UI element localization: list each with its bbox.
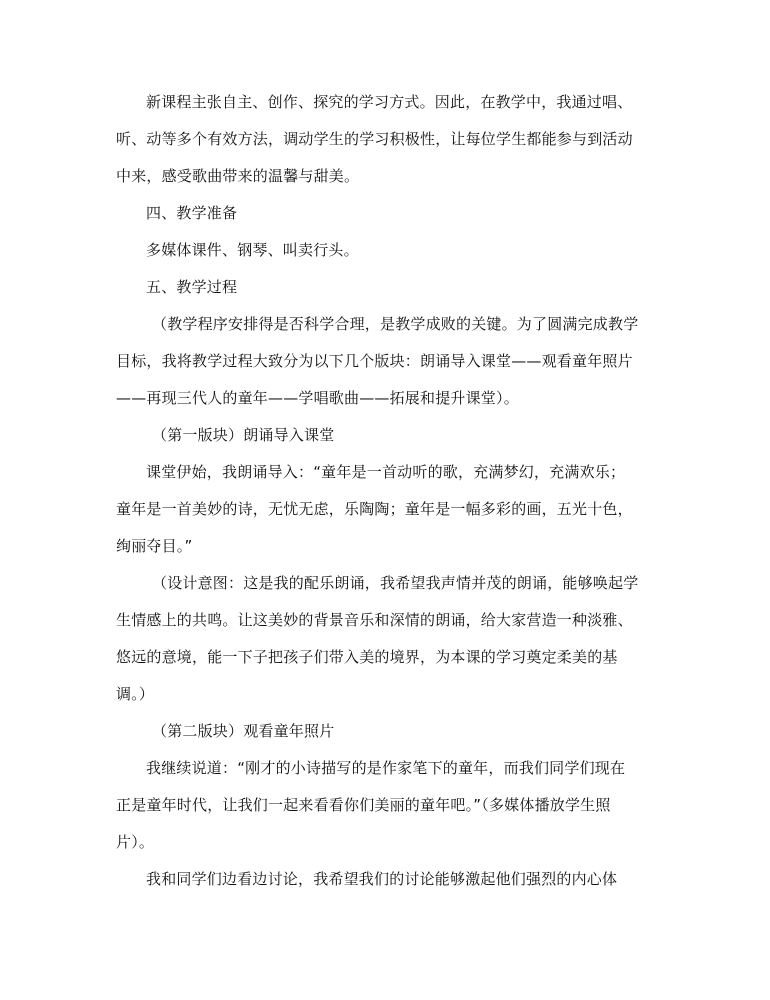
paragraph-childhood-photos <box>116 750 650 861</box>
text-line: （教学程序安排得是否科学合理，是教学成败的关键。为了圆满完成教学 <box>152 315 639 333</box>
text-line: （设计意图：这是我的配乐朗诵，我希望我声情并茂的朗诵，能够唤起学 <box>152 574 639 592</box>
text-line: 多媒体课件、钢琴、叫卖行头。 <box>146 241 359 259</box>
text-line: 正是童年时代，让我们一起来看看你们美丽的童年吧。”（多媒体播放学生照 <box>116 796 611 814</box>
text-line: 调。） <box>116 685 155 703</box>
heading-teaching-process <box>116 269 650 306</box>
heading-block-one <box>116 417 650 454</box>
paragraph-preparation-items <box>116 232 650 269</box>
paragraph-discussion <box>116 861 650 898</box>
section-heading: 四、教学准备 <box>146 204 238 222</box>
text-line: 童年是一首美妙的诗，无忧无虑，乐陶陶；童年是一幅多彩的画，五光十色， <box>116 500 633 518</box>
text-line: 课堂伊始，我朗诵导入：“童年是一首动听的歌，充满梦幻，充满欢乐； <box>146 463 626 481</box>
heading-block-two <box>116 713 650 750</box>
text-line: 绚丽夺目。” <box>116 537 193 555</box>
block-heading: （第一版块）朗诵导入课堂 <box>152 426 335 444</box>
text-line: 中来，感受歌曲带来的温馨与甜美。 <box>116 167 360 185</box>
text-line: 生情感上的共鸣。让这美妙的背景音乐和深情的朗诵，给大家营造一种淡雅、 <box>116 611 633 629</box>
text-line: 目标，我将教学过程大致分为以下几个版块：朗诵导入课堂——观看童年照片 <box>116 352 633 370</box>
text-line: 新课程主张自主、创作、探究的学习方式。因此，在教学中，我通过唱、 <box>146 93 633 111</box>
text-line: 悠远的意境，能一下子把孩子们带入美的境界，为本课的学习奠定柔美的基 <box>116 648 618 666</box>
paragraph-design-intent <box>116 565 650 713</box>
text-line: 我继续说道：“刚才的小诗描写的是作家笔下的童年，而我们同学们现在 <box>146 759 626 777</box>
section-heading: 五、教学过程 <box>146 278 238 296</box>
paragraph-recitation <box>116 454 650 565</box>
block-heading: （第二版块）观看童年照片 <box>152 722 335 740</box>
document-body <box>116 84 650 898</box>
paragraph-process-overview <box>116 306 650 417</box>
text-line: 我和同学们边看边讨论，我希望我们的讨论能够激起他们强烈的内心体 <box>146 870 618 888</box>
heading-teaching-preparation <box>116 195 650 232</box>
text-line: 听、动等多个有效方法，调动学生的学习积极性，让每位学生都能参与到活动 <box>116 130 633 148</box>
paragraph-learning-approach <box>116 84 650 195</box>
text-line: 片）。 <box>116 833 155 851</box>
text-line: ——再现三代人的童年——学唱歌曲——拓展和提升课堂）。 <box>116 389 519 407</box>
